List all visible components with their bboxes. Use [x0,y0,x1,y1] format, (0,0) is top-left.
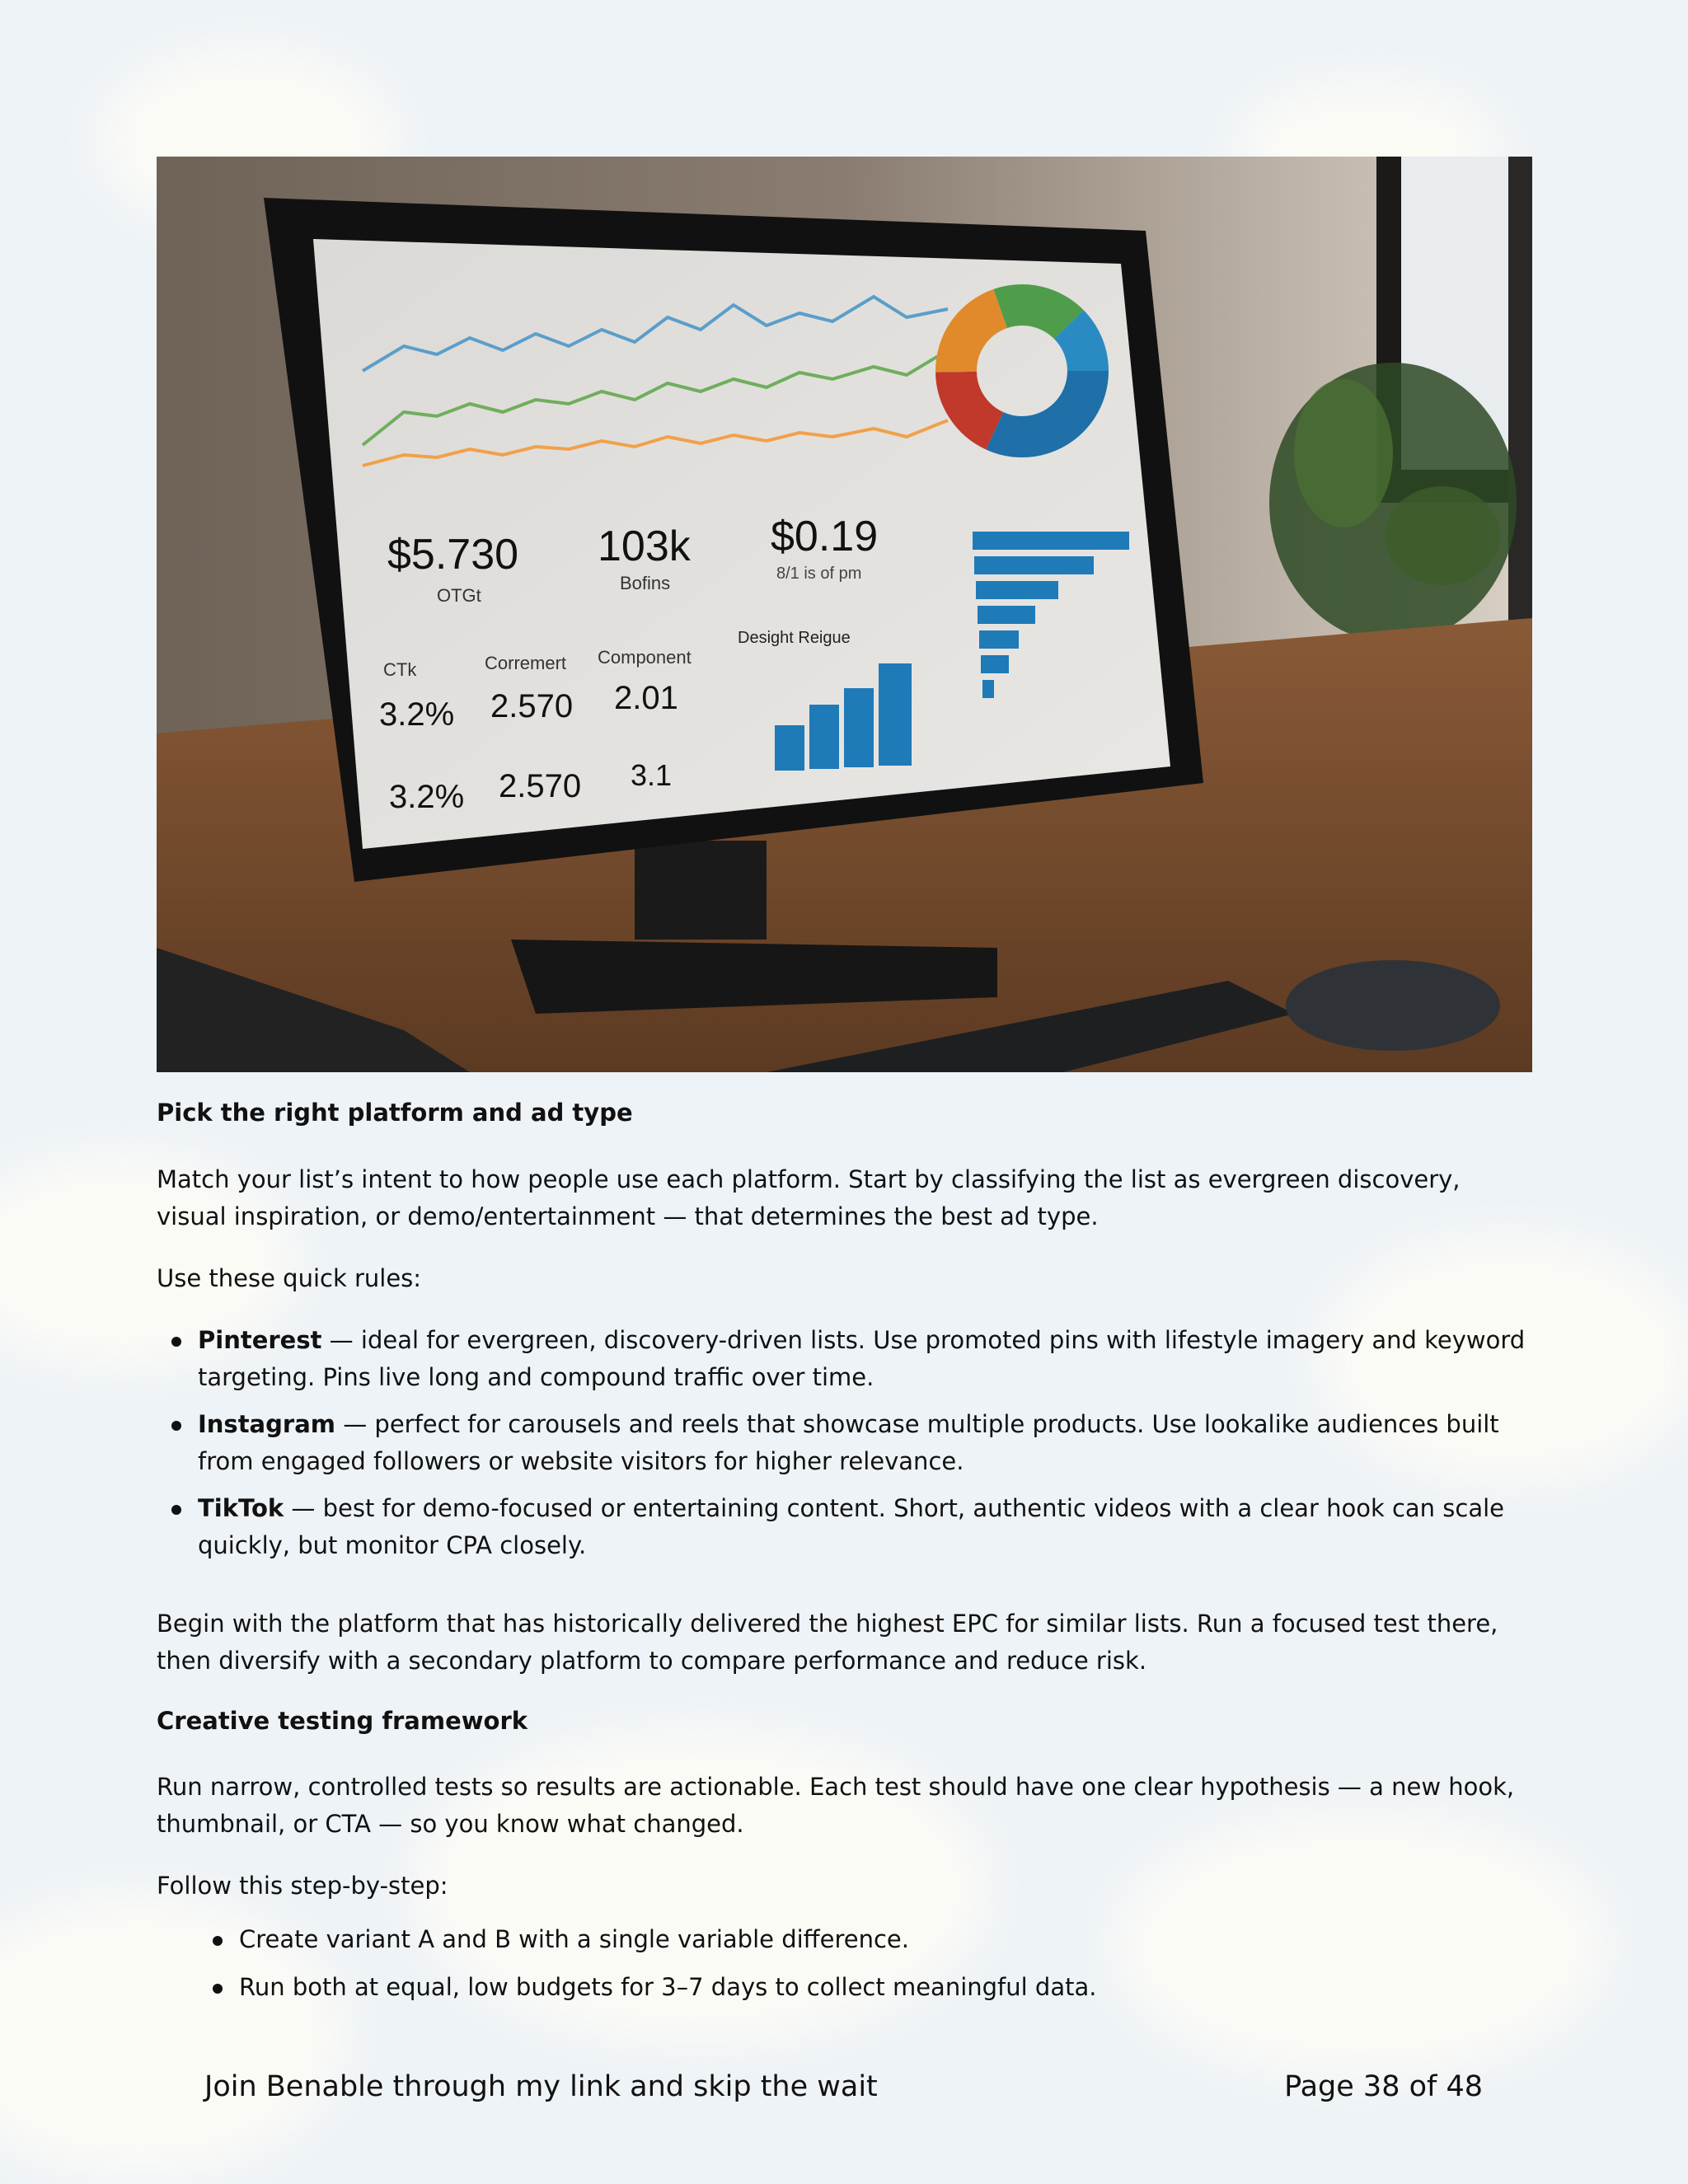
list-item: Create variant A and B with a single variable difference. [198,1921,1532,1958]
kpi-value-2: 103k [598,523,691,570]
metric-header-2: Corremert [485,653,567,673]
paragraph-steps-intro: Follow this step-by-step: [157,1872,448,1900]
paragraph-intent: Match your list’s intent to how people use each platform. Start by classifying the list as evergreen discovery, visual inspiration, or demo/entertainment — that determines the best ad type. [157,1165,1461,1230]
steps-list [198,1921,1532,2006]
platform-desc: — best for demo-focused or entertaining content. Short, authentic videos with a clear hook can scale quickly, but monitor CPA closely. [198,1493,1504,1559]
list-item [157,1490,1532,1564]
paragraph-tests: Run narrow, controlled tests so results are actionable. Each test should have one clear hypothesis — a new hook, thumbnail, or CTA — so you know what changed. [157,1773,1515,1839]
platform-desc: — ideal for evergreen, discovery-driven lists. Use promoted pins with lifestyle imagery and keyword targeting. Pins live long and compound traffic over time. [198,1325,1526,1391]
metric-r2-2: 2.570 [499,768,582,804]
section-heading-creative: Creative testing framework [157,1706,528,1735]
section-heading-platform: Pick the right platform and ad type [157,1099,633,1127]
list-item [157,1322,1532,1396]
paragraph-epc: Begin with the platform that has historically delivered the highest EPC for similar lists. Run a focused test there, then diversify with a secondary platform to compare performance and reduce risk. [157,1609,1498,1675]
kpi-label-1: OTGt [437,585,481,606]
kpi-value-3: $0.19 [771,513,879,560]
platform-list [157,1322,1532,1564]
page-number: Page 38 of 48 [1284,2070,1483,2103]
footer-promo: Join Benable through my link and skip the wait [204,2070,878,2103]
platform-name: Instagram [198,1409,335,1438]
metric-r1-2: 2.570 [490,688,574,724]
metric-r2-1: 3.2% [389,779,465,815]
bar-chart-title: Desight Reigue [738,629,851,647]
kpi-label-3: 8/1 is of pm [776,565,862,583]
article-body [157,1096,1532,2017]
metric-header-1: CTk [383,659,417,680]
platform-name: TikTok [198,1493,284,1522]
metric-r1-3: 2.01 [614,680,678,716]
list-item: Run both at equal, low budgets for 3–7 days to collect meaningful data. [198,1969,1532,2006]
platform-name: Pinterest [198,1325,322,1354]
metric-header-3: Component [598,647,692,668]
metric-r1-1: 3.2% [379,696,455,733]
paragraph-quick-rules: Use these quick rules: [157,1263,422,1292]
platform-desc: — perfect for carousels and reels that showcase multiple products. Use lookalike audiences built from engaged followers or website visitors for higher relevance. [198,1409,1499,1475]
list-item [157,1406,1532,1480]
kpi-label-2: Bofins [620,573,671,593]
hero-photo [157,157,1532,1072]
metric-r2-3: 3.1 [631,758,673,792]
kpi-value-1: $5.730 [387,531,519,579]
